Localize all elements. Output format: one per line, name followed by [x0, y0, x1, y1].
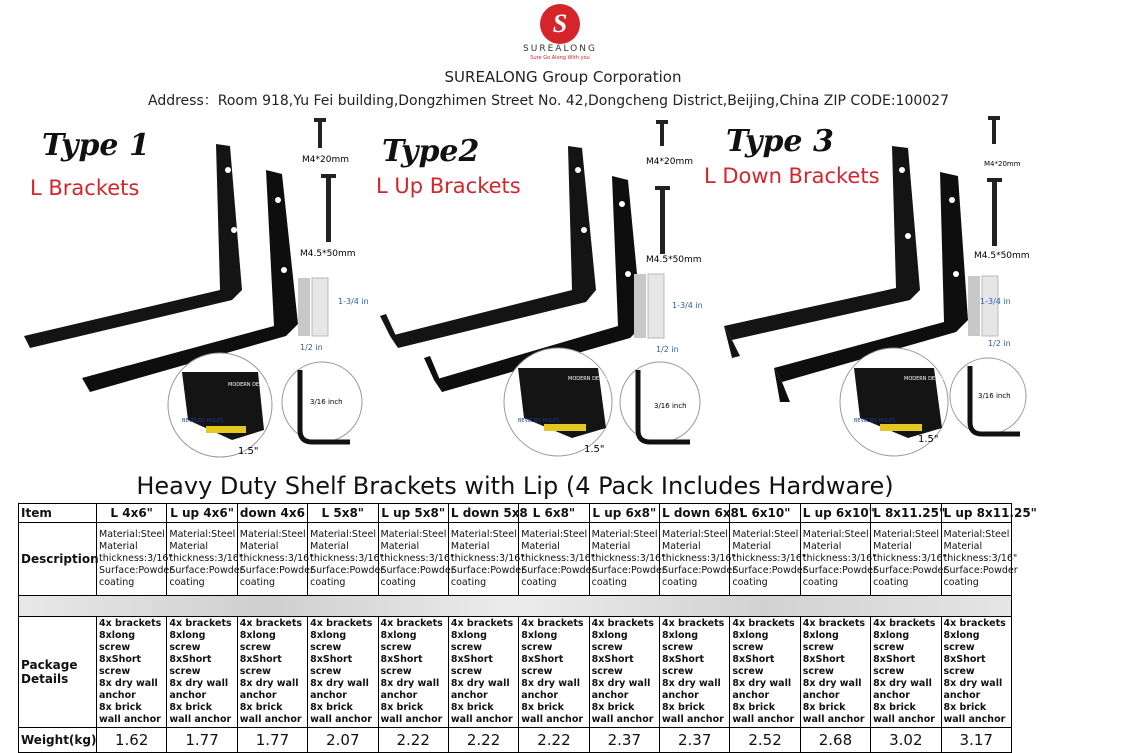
- package-line: 8x dry wall anchor: [521, 678, 580, 701]
- package-line: 8xShort screw: [239, 654, 282, 677]
- brand-tagline: Sure Go Along With you: [530, 55, 590, 61]
- package-line: 8xlong screw: [943, 630, 980, 653]
- package-cell: [308, 617, 378, 728]
- column-header: L 8x11.25": [871, 504, 941, 523]
- package-line: 4x brackets: [380, 618, 443, 629]
- type3-screw2: M4.5*50mm: [974, 251, 1030, 261]
- package-line: 8xShort screw: [943, 654, 986, 677]
- weight-cell: 2.37: [660, 728, 730, 753]
- description-cell: Material:Steel Material thickness:3/16" Surface:Powder coating: [660, 523, 730, 596]
- type3-subtitle: L Down Brackets: [704, 164, 880, 188]
- wall-anchor-icon: [968, 276, 998, 336]
- column-header: L 6x8": [519, 504, 589, 523]
- package-line: 8x dry wall anchor: [450, 678, 510, 701]
- package-line: 8x dry wall anchor: [380, 678, 440, 701]
- package-line: 8x dry wall anchor: [169, 678, 229, 701]
- column-header: down 4x6: [237, 504, 307, 523]
- package-line: 8x brick wall anchor: [943, 702, 1006, 725]
- package-line: 8xlong screw: [310, 630, 347, 653]
- package-line: 4x brackets: [310, 618, 373, 629]
- weight-row: [19, 728, 1012, 753]
- type1-subtitle: L Brackets: [30, 176, 140, 200]
- type3-badge-modern: MODERN DESIGN: [904, 376, 948, 382]
- description-cell: Material:Steel Material thickness:3/16" Surface:Powder coating: [378, 523, 448, 596]
- weight-cell: 1.77: [237, 728, 307, 753]
- package-row: [19, 617, 1012, 728]
- logo-mark-icon: S: [552, 9, 568, 38]
- package-line: 8x brick wall anchor: [169, 702, 232, 725]
- package-cell: [871, 617, 941, 728]
- package-cell: [800, 617, 870, 728]
- package-line: 8x brick wall anchor: [239, 702, 302, 725]
- package-line: 8x dry wall anchor: [662, 678, 721, 701]
- description-cell: Material:Steel Material thickness:3/16" Surface:Powder coating: [97, 523, 167, 596]
- package-line: 8xlong screw: [169, 630, 206, 653]
- package-line: 8x dry wall anchor: [802, 678, 862, 701]
- type1-badge-modern: MODERN DESIGN: [228, 382, 272, 388]
- package-line: 8x brick wall anchor: [873, 702, 935, 725]
- description-cell: Material:Steel Material thickness:3/16" Surface:Powder coating: [589, 523, 659, 596]
- company-address: Address：Room 918,Yu Fei building,Dongzhimen Street No. 42,Dongcheng District,Beijing,China ZIP CODE:100027: [148, 93, 949, 109]
- screw-short-icon: [988, 116, 1000, 144]
- weight-cell: 2.37: [589, 728, 659, 753]
- package-cell: [660, 617, 730, 728]
- package-line: 8x brick wall anchor: [732, 702, 795, 725]
- description-cell: Material:Steel Material thickness:3/16" Surface:Powder coating: [800, 523, 870, 596]
- weight-cell: 3.17: [941, 728, 1012, 753]
- type1-badge-holes: BEVELED HOLES: [182, 418, 224, 424]
- package-line: 8x dry wall anchor: [591, 678, 651, 701]
- package-cell: [167, 617, 237, 728]
- weight-cell: 2.22: [378, 728, 448, 753]
- description-cell: Material:Steel Material thickness:3/16" Surface:Powder coating: [730, 523, 800, 596]
- column-header: L 5x8": [308, 504, 378, 523]
- package-line: 8xShort screw: [521, 654, 564, 677]
- package-line: 8x brick wall anchor: [99, 702, 161, 725]
- type2-title: Type2: [382, 134, 480, 169]
- row-label: Weight(kg): [19, 728, 97, 753]
- package-line: 8x dry wall anchor: [310, 678, 369, 701]
- package-line: 8x dry wall anchor: [732, 678, 792, 701]
- package-line: 4x brackets: [732, 618, 795, 629]
- column-header: L down 6x8': [660, 504, 730, 523]
- weight-cell: 1.62: [97, 728, 167, 753]
- package-line: 4x brackets: [450, 618, 514, 629]
- package-line: 8xShort screw: [380, 654, 423, 677]
- package-cell: [589, 617, 659, 728]
- package-cell: [730, 617, 800, 728]
- column-header: L up 4x6": [167, 504, 237, 523]
- package-line: 8x brick wall anchor: [521, 702, 584, 725]
- column-header: L 6x10": [730, 504, 800, 523]
- screw-long-icon: [321, 174, 336, 242]
- package-line: 8x brick wall anchor: [310, 702, 372, 725]
- type2-badge-modern: MODERN DESIGN: [568, 376, 612, 382]
- package-line: 8xlong screw: [239, 630, 276, 653]
- description-cell: Material:Steel Material thickness:3/16" Surface:Powder coating: [871, 523, 941, 596]
- weight-cell: 2.22: [519, 728, 589, 753]
- package-line: 8xlong screw: [521, 630, 558, 653]
- package-line: 8x brick wall anchor: [662, 702, 724, 725]
- type2-screw2: M4.5*50mm: [646, 255, 702, 265]
- type1-title: Type 1: [42, 128, 150, 163]
- row-label: Description: [19, 523, 97, 596]
- screw-short-icon: [314, 118, 326, 148]
- package-line: 8xlong screw: [732, 630, 769, 653]
- package-cell: [519, 617, 589, 728]
- package-line: 8x brick wall anchor: [380, 702, 443, 725]
- page-title: Heavy Duty Shelf Brackets with Lip (4 Pack Includes Hardware): [136, 472, 894, 500]
- type1-thickness: 3/16 inch: [310, 398, 343, 406]
- wall-anchor-icon: [634, 274, 664, 338]
- type3-screw1: M4*20mm: [984, 160, 1021, 168]
- screw-long-icon: [655, 186, 670, 254]
- type2-anchor-length: 1-3/4 in: [672, 301, 703, 310]
- type3-lip-size: 1.5": [918, 434, 939, 445]
- package-line: 8x dry wall anchor: [873, 678, 932, 701]
- type2-lip-size: 1.5": [584, 444, 605, 455]
- package-line: 8xlong screw: [873, 630, 910, 653]
- type3-title: Type 3: [726, 124, 834, 159]
- column-header: L 4x6": [97, 504, 167, 523]
- bracket-icon: [380, 146, 642, 392]
- package-line: 8xShort screw: [662, 654, 705, 677]
- package-line: 8xlong screw: [450, 630, 487, 653]
- header-item: Item: [19, 504, 97, 523]
- row-label: Package Details: [19, 617, 97, 728]
- type3-anchor-length: 1-3/4 in: [980, 297, 1011, 306]
- type3-product-image: [712, 140, 1030, 465]
- weight-cell: 2.07: [308, 728, 378, 753]
- blurred-cell: [19, 596, 1012, 617]
- package-line: 4x brackets: [943, 618, 1006, 629]
- package-line: 8xShort screw: [310, 654, 353, 677]
- package-line: 4x brackets: [591, 618, 654, 629]
- package-line: 8xlong screw: [802, 630, 839, 653]
- description-cell: Material:Steel Material thickness:3/16" Surface:Powder coating: [448, 523, 518, 596]
- package-line: 4x brackets: [99, 618, 162, 629]
- wall-anchor-icon: [298, 278, 328, 336]
- description-cell: Material:Steel Material thickness:3/16" Surface:Powder coating: [519, 523, 589, 596]
- description-cell: Material:Steel Material thickness:3/16" Surface:Powder coating: [308, 523, 378, 596]
- description-row: [19, 523, 1012, 596]
- screw-short-icon: [656, 120, 668, 146]
- spec-table: [18, 503, 1037, 753]
- screw-long-icon: [987, 178, 1002, 246]
- company-name: SUREALONG Group Corporation: [444, 68, 682, 86]
- package-cell: [378, 617, 448, 728]
- type1-anchor-width: 1/2 in: [300, 343, 323, 352]
- package-line: 8xlong screw: [380, 630, 417, 653]
- package-cell: [941, 617, 1012, 728]
- weight-cell: 2.52: [730, 728, 800, 753]
- package-line: 8x dry wall anchor: [99, 678, 158, 701]
- weight-cell: 2.68: [800, 728, 870, 753]
- package-line: 8xShort screw: [450, 654, 493, 677]
- brand-logo: [540, 4, 580, 44]
- description-cell: Material:Steel Material thickness:3/16" Surface:Powder coating: [237, 523, 307, 596]
- package-line: 8x brick wall anchor: [450, 702, 513, 725]
- type2-badge-holes: BEVELED HOLES: [518, 418, 560, 424]
- package-line: 8xShort screw: [169, 654, 212, 677]
- description-cell: Material:Steel Material thickness:3/16" Surface:Powder coating: [167, 523, 237, 596]
- package-line: 8xShort screw: [732, 654, 775, 677]
- type3-badge-holes: BEVELED HOLES: [854, 418, 896, 424]
- column-header: L up 6x10": [800, 504, 870, 523]
- type1-product-image: [20, 140, 375, 470]
- type3-thickness: 3/16 inch: [978, 392, 1011, 400]
- type1-screw1: M4*20mm: [302, 155, 349, 165]
- package-line: 4x brackets: [239, 618, 303, 629]
- package-line: 4x brackets: [873, 618, 936, 629]
- weight-cell: 3.02: [871, 728, 941, 753]
- type1-lip-size: 1.5": [238, 446, 259, 457]
- type1-screw2: M4.5*50mm: [300, 249, 356, 259]
- package-line: 8x brick wall anchor: [802, 702, 865, 725]
- package-line: 8xlong screw: [591, 630, 628, 653]
- bracket-icon: [24, 144, 298, 392]
- type2-screw1: M4*20mm: [646, 157, 693, 167]
- column-header: L down 5x8: [448, 504, 518, 523]
- type2-thickness: 3/16 inch: [654, 402, 687, 410]
- weight-cell: 1.77: [167, 728, 237, 753]
- description-cell: Material:Steel Material thickness:3/16" Surface:Powder coating: [941, 523, 1012, 596]
- type3-anchor-width: 1/2 in: [988, 339, 1011, 348]
- type2-anchor-width: 1/2 in: [656, 345, 679, 354]
- package-cell: [237, 617, 307, 728]
- blurred-row: [19, 596, 1012, 617]
- column-header: L up 8x11.25": [941, 504, 1012, 523]
- package-cell: [97, 617, 167, 728]
- package-line: 8x brick wall anchor: [591, 702, 654, 725]
- type2-product-image: [372, 140, 712, 465]
- package-line: 8xShort screw: [591, 654, 634, 677]
- column-header: L up 5x8": [378, 504, 448, 523]
- package-line: 8x dry wall anchor: [943, 678, 1003, 701]
- weight-cell: 2.22: [448, 728, 518, 753]
- table-header-row: [19, 504, 1012, 523]
- type2-subtitle: L Up Brackets: [376, 174, 521, 198]
- package-line: 8xlong screw: [662, 630, 699, 653]
- package-line: 8x dry wall anchor: [239, 678, 299, 701]
- package-line: 4x brackets: [802, 618, 866, 629]
- package-line: 4x brackets: [662, 618, 725, 629]
- package-line: 8xShort screw: [99, 654, 142, 677]
- package-cell: [448, 617, 518, 728]
- package-line: 8xShort screw: [802, 654, 845, 677]
- type1-anchor-length: 1-3/4 in: [338, 297, 369, 306]
- package-line: 8xlong screw: [99, 630, 136, 653]
- column-header: L up 6x8": [589, 504, 659, 523]
- package-line: 4x brackets: [521, 618, 584, 629]
- brand-name: SUREALONG: [523, 44, 597, 54]
- package-line: 4x brackets: [169, 618, 232, 629]
- package-line: 8xShort screw: [873, 654, 916, 677]
